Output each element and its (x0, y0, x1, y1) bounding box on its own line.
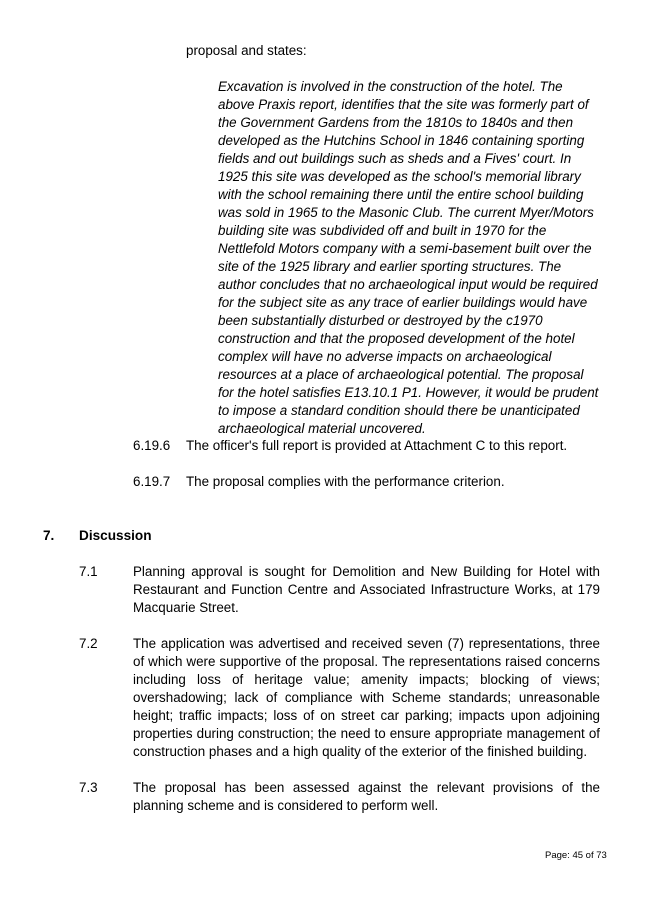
section-title: Discussion (79, 528, 152, 543)
paragraph-7-1-text: Planning approval is sought for Demolition and New Building for Hotel with Restaurant and Function Centre and Associated Infrastructure Works, at 179 Macquarie Street. (133, 564, 600, 615)
paragraph-7-1-number: 7.1 (79, 564, 98, 579)
item-6-19-6-number: 6.19.6 (133, 438, 171, 453)
paragraph-7-3-text: The proposal has been assessed against the relevant provisions of the planning scheme and is considered to perform well. (133, 780, 600, 813)
intro-line: proposal and states: (186, 43, 307, 58)
paragraph-7-2-text: The application was advertised and received seven (7) representations, three of which were supportive of the proposal. The representations raised concerns including loss of heritage value; amenity impacts; blocking of views; overshadowing; lack of compliance with Scheme standards; unreasonable height; traffic impacts; loss of on street car parking; impacts upon adjoining properties during construction; the need to ensure appropriate management of construction phases and a high quality of the exterior of the finished building. (133, 636, 600, 759)
item-6-19-6-text: The officer's full report is provided at Attachment C to this report. (186, 438, 568, 453)
item-6-19-7-text: The proposal complies with the performance criterion. (186, 474, 505, 489)
item-6-19-7-number: 6.19.7 (133, 474, 171, 489)
page-number: Page: 45 of 73 (545, 850, 607, 861)
section-number: 7. (43, 528, 55, 543)
paragraph-7-2-number: 7.2 (79, 636, 98, 651)
quoted-excerpt: Excavation is involved in the construction of the hotel. The above Praxis report, identifies that the site was formerly part of the Government Gardens from the 1810s to 1840s and then developed as the Hutchins School in 1846 containing sporting fields and out buildings such as sheds and a Fives' court. In 1925 this site was developed as the school's memorial library with the school remaining there until the entire school building was sold in 1965 to the Masonic Club. The current Myer/Motors building site was subdivided off and built in 1970 for the Nettlefold Motors company with a semi-basement built over the site of the 1925 library and earlier sporting structures. The author concludes that no archaeological input would be required for the subject site as any trace of earlier buildings would have been substantially disturbed or destroyed by the c1970 construction and that the proposed development of the hotel complex will have no adverse impacts on archaeological resources at a place of archaeological potential. The proposal for the hotel satisfies E13.10.1 P1. However, it would be prudent to impose a standard condition should there be unanticipated archaeological material uncovered. (218, 79, 599, 436)
paragraph-7-3-number: 7.3 (79, 780, 98, 795)
